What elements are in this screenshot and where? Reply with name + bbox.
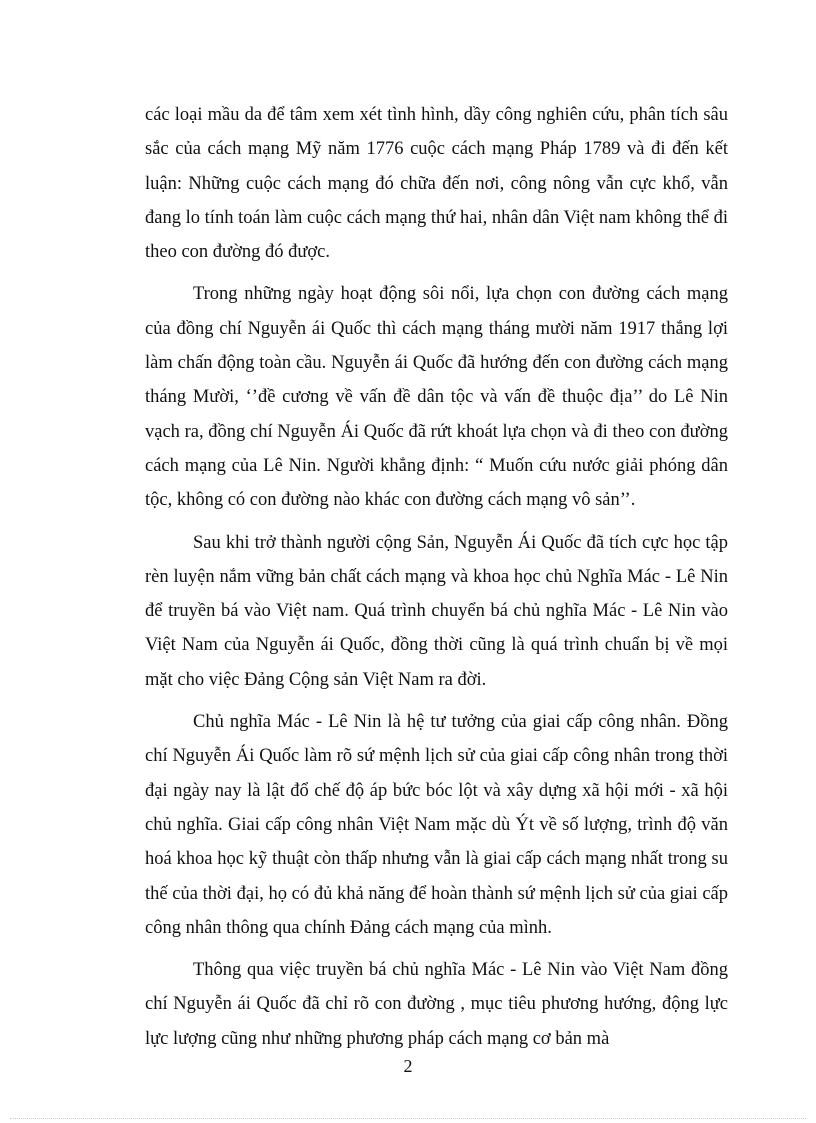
- page-bottom-edge: [10, 1118, 806, 1119]
- paragraph-2: Trong những ngày hoạt động sôi nổi, lựa chọn con đường cách mạng của đồng chí Nguyễn ái Quốc thì cách mạng tháng mười năm 1917 thắng lợi làm chấn động toàn cầu. Nguyễn ái Quốc đã hướng đến con đường cách mạng tháng Mười, ‘’đề cương về vấn đề dân tộc và vấn đề thuộc địa’’ do Lê Nin vạch ra, đồng chí Nguyễn Ái Quốc đã rứt khoát lựa chọn và đi theo con đường cách mạng của Lê Nin. Người khẳng định: “ Muốn cứu nước giải phóng dân tộc, không có con đường nào khác con đường cách mạng vô sản’’.: [145, 284, 728, 511]
- paragraph-1: các loại mầu da để tâm xem xét tình hình, dầy công nghiên cứu, phân tích sâu sắc của cách mạng Mỹ năm 1776 cuộc cách mạng Pháp 1789 và đi đến kết luận: Những cuộc cách mạng đó chữa đến nơi, công nông vẫn cực khổ, vẫn đang lo tính toán làm cuộc cách mạng thứ hai, nhân dân Việt nam không thể đi theo con đường đó được.: [145, 105, 728, 263]
- page-number: 2: [403, 1056, 413, 1076]
- paragraph-3: Sau khi trở thành người cộng Sản, Nguyễn Ái Quốc đã tích cực học tập rèn luyện nắm vững bản chất cách mạng và khoa học chủ Nghĩa Mác - Lê Nin để truyền bá vào Việt nam. Quá trình chuyển bá chủ nghĩa Mác - Lê Nin vào Việt Nam của Nguyễn ái Quốc, đồng thời cũng là quá trình chuẩn bị về mọi mặt cho việc Đảng Cộng sản Việt Nam ra đời.: [145, 532, 728, 690]
- paragraph-4: Chủ nghĩa Mác - Lê Nin là hệ tư tưởng của giai cấp công nhân. Đồng chí Nguyễn Ái Quốc làm rõ sứ mệnh lịch sử của giai cấp công nhân trong thời đại ngày nay là lật đổ chế độ áp bức bóc lột và xây dựng xã hội mới - xã hội chủ nghĩa. Giai cấp công nhân Việt Nam mặc dù Ýt về số lượng, trình độ văn hoá khoa học kỹ thuật còn thấp nhưng vẫn là giai cấp cách mạng nhất trong su thế của thời đại, họ có đủ khả năng để hoàn thành sứ mệnh lịch sử của giai cấp công nhân thông qua chính Đảng cách mạng của mình.: [145, 712, 728, 938]
- document-body: [145, 98, 728, 1056]
- paragraph-5: Thông qua việc truyền bá chủ nghĩa Mác - Lê Nin vào Việt Nam đồng chí Nguyễn ái Quốc đã chỉ rõ con đường , mục tiêu phương hướng, động lực lực lượng cũng như những phương pháp cách mạng cơ bản mà: [145, 960, 728, 1049]
